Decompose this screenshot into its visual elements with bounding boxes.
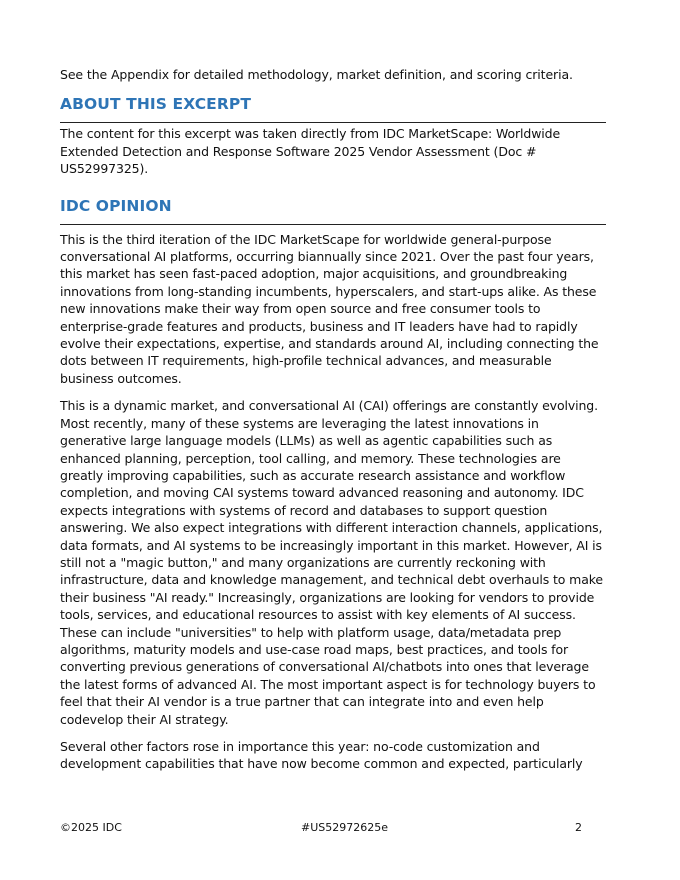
opinion-section [60,196,606,773]
opinion-paragraph: Several other factors rose in importance this year: no-code customization and development capabilities that have now become common and expected, particularly [60,739,583,772]
about-heading: ABOUT THIS EXCERPT [60,95,252,114]
about-text: The content for this excerpt was taken directly from IDC MarketScape: Worldwide Extended Detection and Response Software 2025 Vendor Assessment (Doc # US52997325). [60,126,561,177]
opinion-heading: IDC OPINION [60,196,172,215]
footer-doc-number: #US52972625e [301,821,389,834]
page-footer [60,821,582,837]
footer-page-number: 2 [575,821,582,834]
appendix-note: See the Appendix for detailed methodology, market definition, and scoring criteria. [60,67,573,82]
opinion-paragraph: This is the third iteration of the IDC MarketScape for worldwide general-purpose conversational AI platforms, occurring biannually since 2021. Over the past four years, this market has seen fast-paced adoption, major acquisitions, and groundbreaking innovations from long-standing incumbents, hyperscalers, and start-ups alike. As these new innovations make their way from open source and free consumer tools to enterprise-grade features and products, business and IT leaders have had to rapidly evolve their expectations, expertise, and standards around AI, including connecting the dots between IT requirements, high-profile technical advances, and measurable business outcomes. [60,231,599,386]
document-page [60,66,606,773]
footer-copyright: ©2025 IDC [60,821,122,834]
about-section [60,94,606,177]
about-divider [60,122,606,123]
opinion-paragraph: This is a dynamic market, and conversational AI (CAI) offerings are constantly evolving. Most recently, many of these systems are leveraging the latest innovations in generative large language models (LLMs) as well as agentic capabilities such as enhanced planning, perception, tool calling, and memory. These technologies are greatly improving capabilities, such as accurate research assistance and workflow completion, and moving CAI systems toward advanced reasoning and autonomy. IDC expects integrations with systems of record and databases to support question answering. We also expect integrations with different interaction channels, applications, data formats, and AI systems to be increasingly important in this market. However, AI is still not a "magic button," and many organizations are currently reckoning with infrastructure, data and knowledge management, and technical debt overhauls to make their business "AI ready." Increasingly, organizations are looking for vendors to provide tools, services, and educational resources to assist with key elements of AI success. These can include "universities" to help with platform usage, data/metadata prep algorithms, maturity models and use-case road maps, best practices, and tools for converting previous generations of conversational AI/chatbots into ones that leverage the latest forms of advanced AI. The most important aspect is for technology buyers to feel that their AI vendor is a true partner that can integrate into and even help codevelop their AI strategy. [60,398,603,727]
opinion-divider [60,224,606,225]
